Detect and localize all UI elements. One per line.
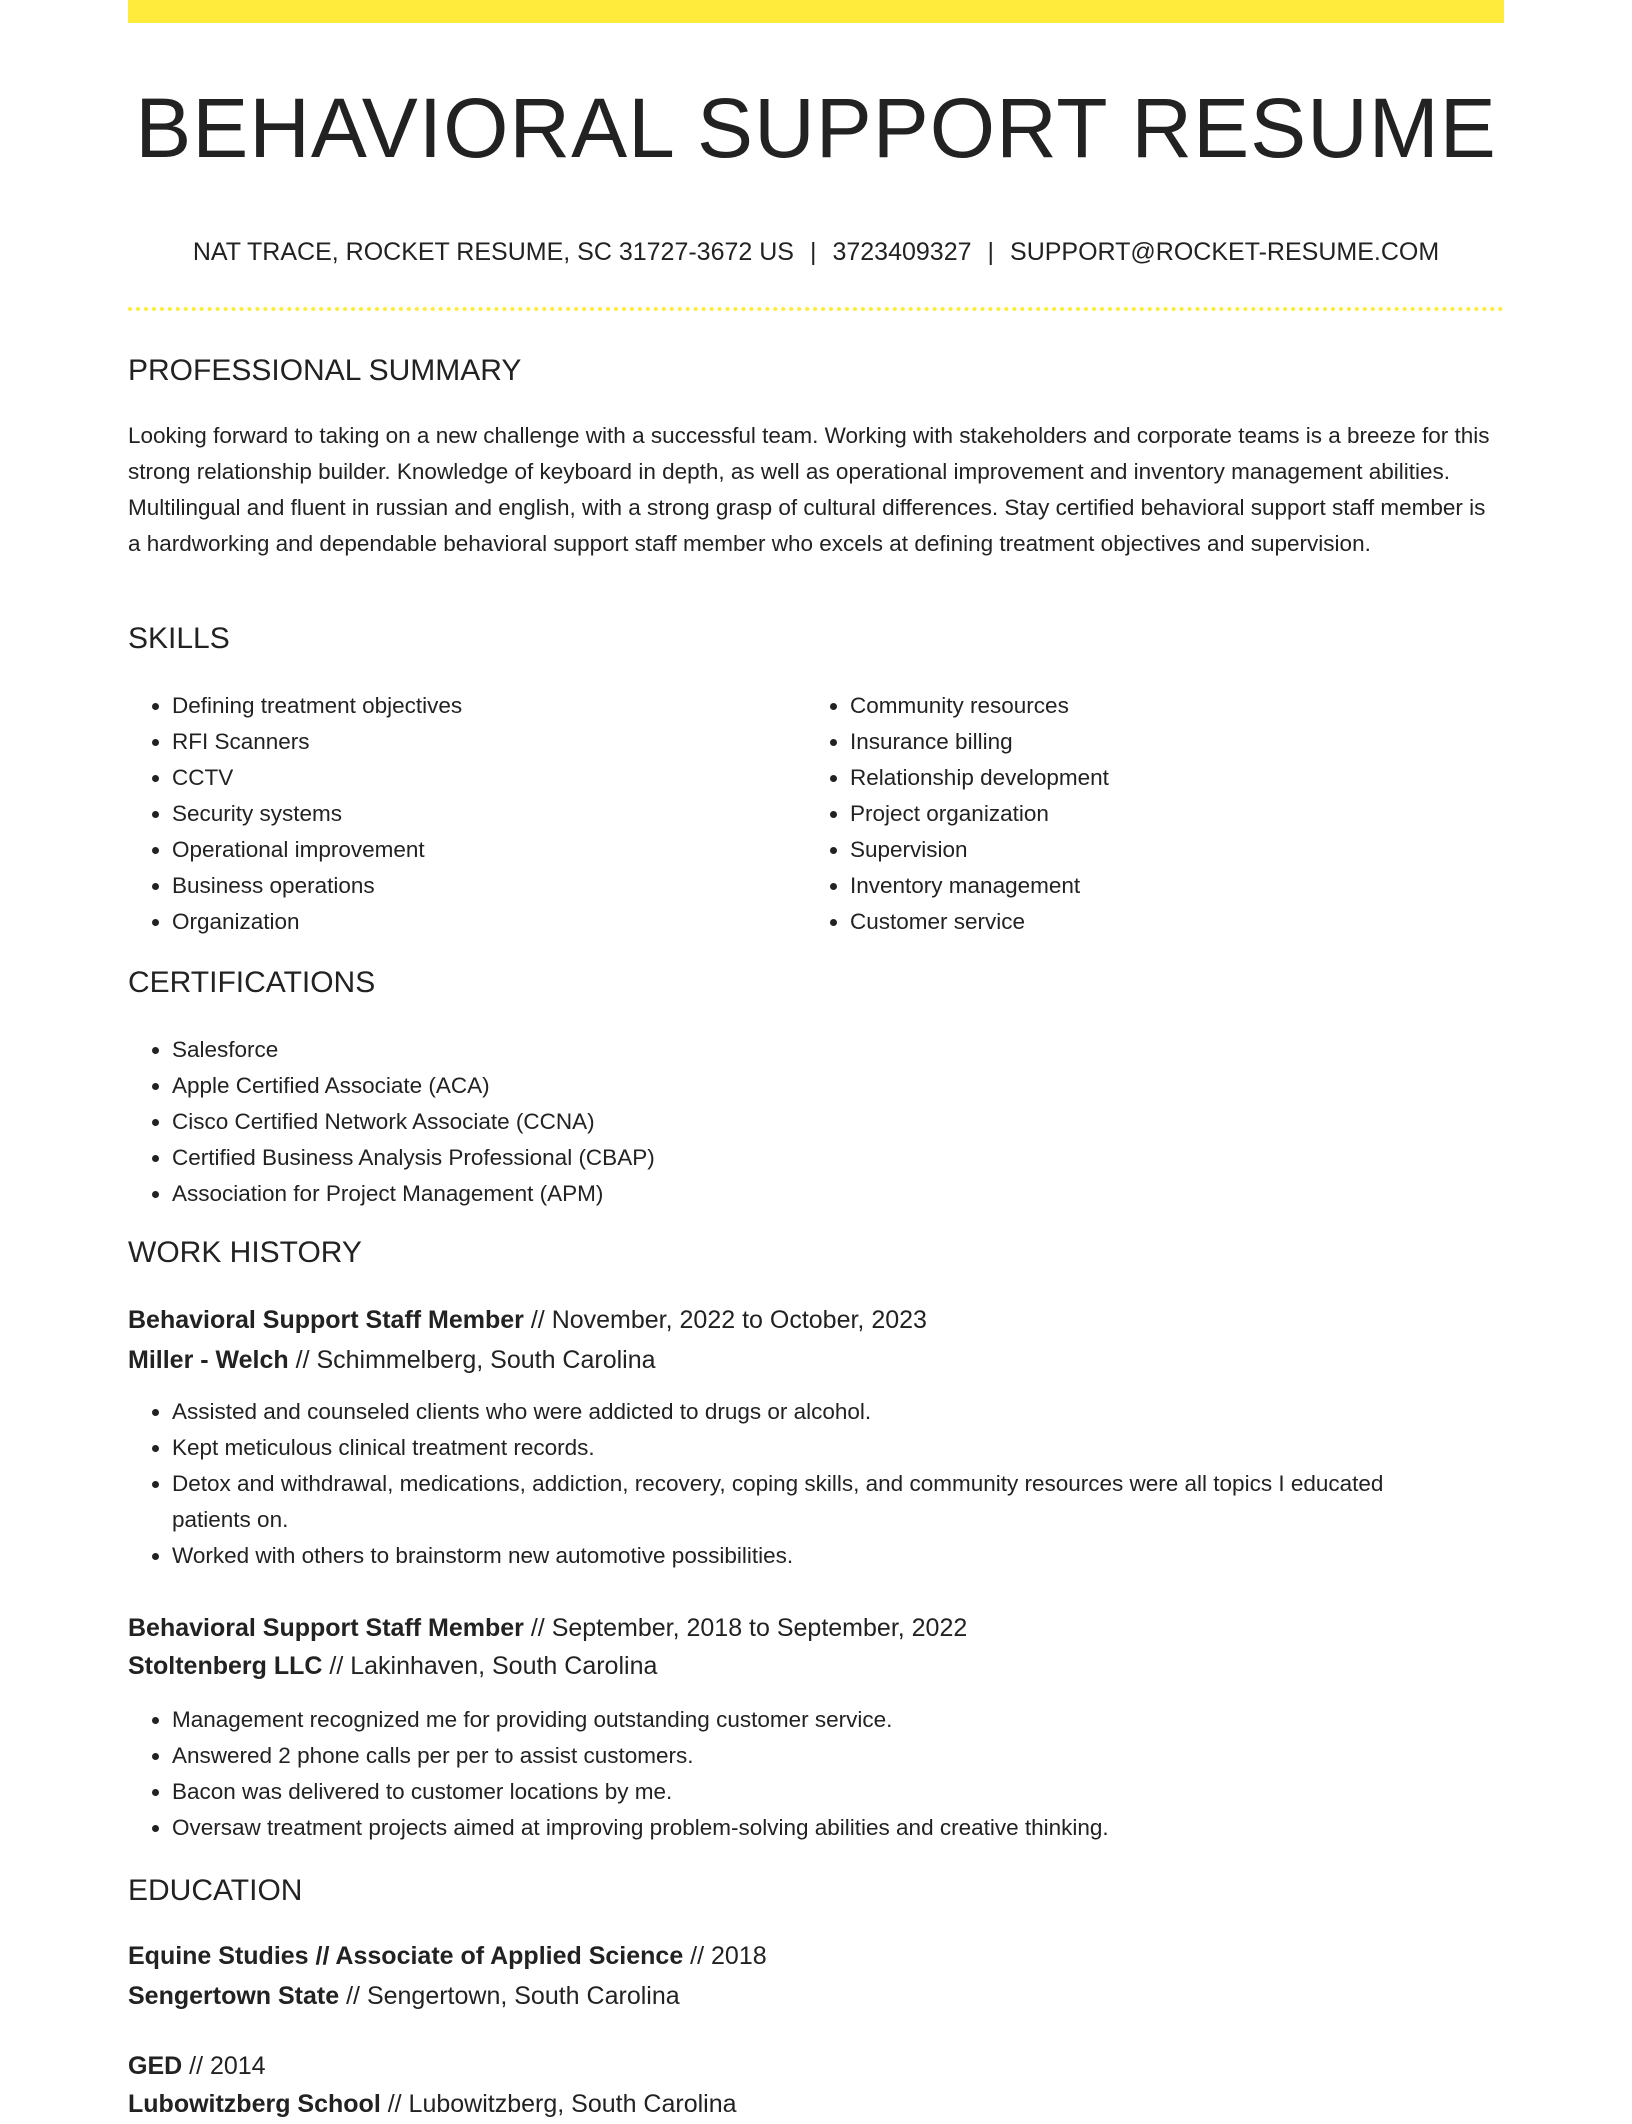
work-history-heading: WORK HISTORY: [128, 1236, 362, 1269]
skill-item: • Insurance billing: [850, 724, 1466, 760]
skill-item: • Defining treatment objectives: [172, 688, 788, 724]
skill-item: • CCTV: [172, 760, 788, 796]
job-bullet: • Kept meticulous clinical treatment records.: [172, 1430, 1468, 1466]
skill-item: • Business operations: [172, 868, 788, 904]
job-title: Behavioral Support Staff Member: [128, 1614, 524, 1642]
education-school-line: [128, 1976, 680, 2016]
certifications-list: [128, 1032, 1504, 1212]
skill-item: • Inventory management: [850, 868, 1466, 904]
skills-list-right: [806, 688, 1466, 940]
skill-item: • RFI Scanners: [172, 724, 788, 760]
skill-item: • Project organization: [850, 796, 1466, 832]
job-company: Stoltenberg LLC: [128, 1652, 323, 1680]
education-degree-line: [128, 1936, 767, 1976]
job-bullet: • Detox and withdrawal, medications, addiction, recovery, coping skills, and community resources were all topics I educated patients on.: [172, 1466, 1468, 1538]
certification-item: • Salesforce: [172, 1032, 1504, 1068]
certification-item: • Cisco Certified Network Associate (CCNA): [172, 1104, 1504, 1140]
skill-item: • Supervision: [850, 832, 1466, 868]
dotted-divider: [128, 307, 1504, 311]
job-title-line: [128, 1300, 927, 1340]
contact-address: NAT TRACE, ROCKET RESUME, SC 31727-3672 US: [192, 238, 794, 266]
job-company-line: [128, 1340, 656, 1380]
job-company: Miller - Welch: [128, 1346, 289, 1374]
skill-item: • Customer service: [850, 904, 1466, 940]
education-school: Sengertown State: [128, 1982, 340, 2010]
education-degree-line: [128, 2046, 266, 2086]
job-bullet: • Management recognized me for providing outstanding customer service.: [172, 1702, 1468, 1738]
education-school-line: [128, 2084, 737, 2124]
job-bullets: [128, 1702, 1468, 1846]
skills-heading: SKILLS: [128, 622, 230, 655]
job-bullets: [128, 1394, 1468, 1574]
contact-line: [128, 238, 1504, 267]
certifications-heading: CERTIFICATIONS: [128, 966, 376, 999]
education-degree: Equine Studies // Associate of Applied Science: [128, 1942, 684, 1970]
job-title-line: [128, 1608, 967, 1648]
education-heading: EDUCATION: [128, 1874, 303, 1907]
summary-text: Looking forward to taking on a new challenge with a successful team. Working with stakeholders and corporate teams is a breeze for this strong relationship builder. Knowledge of keyboard in depth, as well as operational improvement and inventory management abilities. Multilingual and fluent in russian and english, with a strong grasp of cultural differences. Stay certified behavioral support staff member is a hardworking and dependable behavioral support staff member who excels at defining treatment objectives and supervision.: [128, 423, 1490, 556]
job-bullet: • Oversaw treatment projects aimed at improving problem-solving abilities and creative thinking.: [172, 1810, 1468, 1846]
job-location: // Lakinhaven, South Carolina: [322, 1652, 658, 1680]
skills-list-left: [128, 688, 788, 940]
resume-title: BEHAVIORAL SUPPORT RESUME: [135, 81, 1497, 175]
education-year: // 2014: [182, 2052, 266, 2080]
skill-item: • Security systems: [172, 796, 788, 832]
education-year: // 2018: [683, 1942, 767, 1970]
job-dates: // September, 2018 to September, 2022: [523, 1614, 968, 1642]
contact-separator: |: [987, 238, 995, 266]
certification-item: • Apple Certified Associate (ACA): [172, 1068, 1504, 1104]
skill-item: • Community resources: [850, 688, 1466, 724]
certification-item: • Certified Business Analysis Professional (CBAP): [172, 1140, 1504, 1176]
accent-top-bar: [128, 0, 1504, 23]
job-bullet: • Answered 2 phone calls per per to assist customers.: [172, 1738, 1468, 1774]
job-bullet: • Worked with others to brainstorm new automotive possibilities.: [172, 1538, 1468, 1574]
education-degree: GED: [128, 2052, 183, 2080]
skill-item: • Relationship development: [850, 760, 1466, 796]
job-dates: // November, 2022 to October, 2023: [523, 1306, 927, 1334]
summary-heading: PROFESSIONAL SUMMARY: [128, 354, 522, 387]
job-title: Behavioral Support Staff Member: [128, 1306, 524, 1334]
certification-item: • Association for Project Management (APM): [172, 1176, 1504, 1212]
education-school: Lubowitzberg School: [128, 2090, 381, 2118]
job-bullet: • Bacon was delivered to customer locations by me.: [172, 1774, 1468, 1810]
job-bullet: • Assisted and counseled clients who were addicted to drugs or alcohol.: [172, 1394, 1468, 1430]
contact-phone: 3723409327: [832, 238, 972, 266]
job-company-line: [128, 1646, 657, 1686]
job-location: // Schimmelberg, South Carolina: [288, 1346, 656, 1374]
education-location: // Lubowitzberg, South Carolina: [380, 2090, 737, 2118]
contact-separator: |: [809, 238, 817, 266]
contact-email: SUPPORT@ROCKET-RESUME.COM: [1010, 238, 1440, 266]
skill-item: • Organization: [172, 904, 788, 940]
skill-item: • Operational improvement: [172, 832, 788, 868]
education-location: // Sengertown, South Carolina: [339, 1982, 680, 2010]
